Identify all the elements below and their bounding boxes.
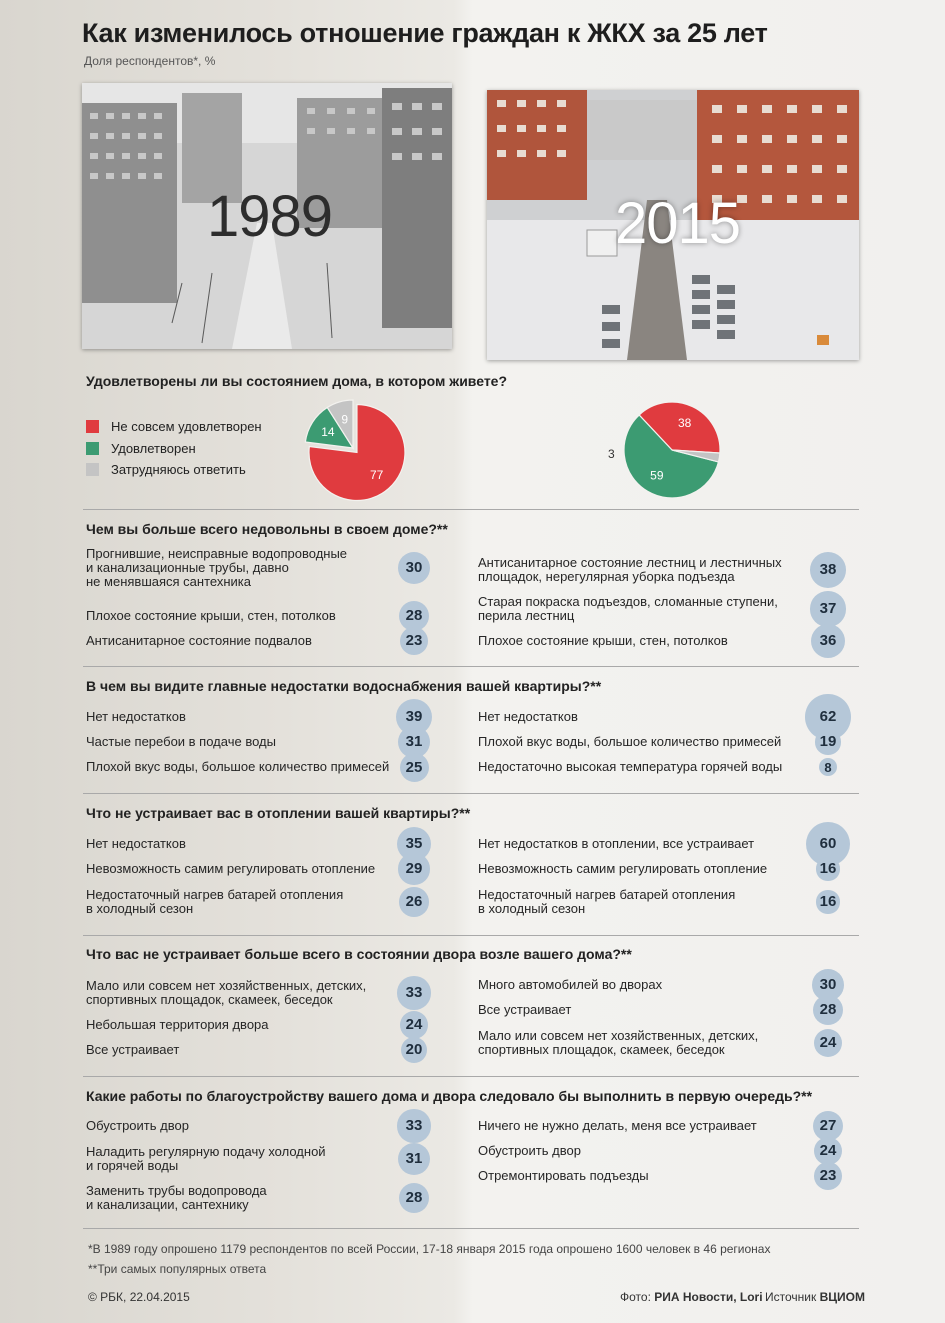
source-label: Источник [765, 1290, 817, 1304]
right-item [478, 556, 782, 584]
source-value: ВЦИОМ [819, 1290, 865, 1304]
item-label: Недостаточно высокая температура горячей воды [478, 759, 783, 774]
legend-item [86, 416, 262, 438]
section-title: Что вас не устраивает больше всего в состоянии двора возле вашего дома?** [86, 946, 632, 962]
left-item [86, 1119, 189, 1133]
left-item [86, 979, 366, 1007]
photo-2015 [487, 90, 859, 360]
right-item [478, 1003, 571, 1017]
photo-credit-label: Фото: [620, 1290, 651, 1304]
value-bubble: 60 [806, 822, 851, 867]
item-label: Отремонтировать подъезды [478, 1168, 649, 1183]
value-bubble: 39 [396, 699, 432, 735]
item-label: Антисанитарное состояние лестниц и лестничных площадок, нерегулярная уборка подъезда [478, 555, 782, 584]
legend-item [86, 459, 262, 481]
pie-chart-1989 [298, 393, 408, 503]
value-bubble: 38 [810, 552, 846, 588]
value-bubble: 33 [397, 976, 430, 1009]
left-item [86, 609, 336, 623]
item-label: Все устраивает [86, 1042, 180, 1057]
photo-credit [620, 1290, 763, 1304]
item-label: Нет недостатков [478, 709, 578, 724]
item-label: Обустроить двор [86, 1118, 189, 1133]
pie-value-label: 59 [650, 468, 664, 483]
value-bubble: 30 [398, 552, 430, 584]
value-bubble: 24 [814, 1137, 842, 1165]
value-bubble: 20 [401, 1037, 427, 1063]
item-label: Невозможность самим регулировать отопление [478, 861, 768, 876]
right-item [478, 760, 782, 774]
left-item [86, 837, 186, 851]
left-item [86, 735, 276, 749]
separator [83, 793, 859, 794]
value-bubble: 28 [399, 1183, 430, 1214]
copyright: © РБК, 22.04.2015 [88, 1290, 190, 1304]
pie-outside-label: 3 [608, 447, 615, 461]
item-label: Антисанитарное состояние подвалов [86, 633, 312, 648]
value-bubble: 36 [811, 624, 846, 659]
right-item [478, 710, 578, 724]
section-title: Что не устраивает вас в отоплении вашей квартиры?** [86, 805, 471, 821]
item-label: Мало или совсем нет хозяйственных, детских, спортивных площадок, скамеек, беседок [478, 1028, 759, 1057]
right-item [478, 1144, 581, 1158]
right-item [478, 1029, 758, 1057]
item-label: Нет недостатков в отоплении, все устраивает [478, 836, 755, 851]
separator [83, 509, 859, 510]
right-item [478, 978, 662, 992]
value-bubble: 31 [398, 726, 430, 758]
item-label: Частые перебои в подаче воды [86, 734, 276, 749]
source [765, 1290, 865, 1304]
value-bubble: 23 [814, 1162, 842, 1190]
legend-label: Не совсем удовлетворен [111, 419, 262, 435]
right-item [478, 888, 735, 916]
value-bubble: 19 [815, 729, 840, 754]
item-label: Небольшая территория двора [86, 1017, 269, 1032]
footnote-2: **Три самых популярных ответа [88, 1262, 267, 1276]
photo-1989 [82, 83, 452, 349]
page-subtitle: Доля респондентов*, % [84, 54, 216, 68]
legend-swatch [86, 420, 99, 433]
section-title: Какие работы по благоустройству вашего дома и двора следовало бы выполнить в первую очередь?** [86, 1088, 813, 1104]
photo-year-2015: 2015 [615, 191, 741, 256]
pie-value-label: 9 [341, 412, 349, 427]
left-item [86, 888, 343, 916]
right-item [478, 862, 767, 876]
item-label: Старая покраска подъездов, сломанные ступени, перила лестниц [478, 594, 778, 623]
item-label: Прогнившие, неисправные водопроводные и канализационные трубы, давно не менявшаяся сантехника [86, 546, 348, 589]
item-label: Невозможность самим регулировать отопление [86, 861, 376, 876]
item-label: Недостаточный нагрев батарей отопления в холодный сезон [478, 887, 736, 916]
section-title: Чем вы больше всего недовольны в своем доме?** [86, 521, 448, 537]
left-item [86, 547, 347, 589]
item-label: Ничего не нужно делать, меня все устраивает [478, 1118, 757, 1133]
item-label: Плохой вкус воды, большое количество примесей [478, 734, 782, 749]
item-label: Плохое состояние крыши, стен, потолков [86, 608, 336, 623]
left-item [86, 710, 186, 724]
value-bubble: 29 [398, 853, 429, 884]
page-title: Как изменилось отношение граждан к ЖКХ за 25 лет [82, 18, 768, 48]
item-label: Обустроить двор [478, 1143, 581, 1158]
value-bubble: 8 [819, 758, 837, 776]
value-bubble: 27 [813, 1111, 843, 1141]
item-label: Плохой вкус воды, большое количество примесей [86, 759, 390, 774]
right-item [478, 634, 728, 648]
left-item [86, 1043, 179, 1057]
value-bubble: 26 [399, 887, 429, 917]
right-item [478, 837, 754, 851]
right-item [478, 1119, 757, 1133]
footnote-1: *В 1989 году опрошено 1179 респондентов по всей России, 17-18 января 2015 года опрошено 1600 человек в 46 регионах [88, 1242, 771, 1256]
photo-credit-value: РИА Новости, Lori [654, 1290, 763, 1304]
pie-chart-2015 [617, 395, 727, 505]
left-item [86, 1018, 269, 1032]
value-bubble: 24 [814, 1029, 842, 1057]
value-bubble: 35 [397, 827, 431, 861]
right-item [478, 735, 781, 749]
legend-item [86, 438, 262, 460]
pie-value-label: 14 [321, 425, 335, 440]
separator [83, 666, 859, 667]
item-label: Нет недостатков [86, 836, 186, 851]
photo-year-1989: 1989 [207, 184, 333, 249]
pie-value-label: 77 [369, 467, 384, 482]
value-bubble: 37 [810, 591, 845, 626]
separator [83, 1076, 859, 1077]
value-bubble: 33 [397, 1109, 430, 1142]
item-label: Нет недостатков [86, 709, 186, 724]
item-label: Все устраивает [478, 1002, 572, 1017]
left-item [86, 1184, 267, 1212]
right-item [478, 1169, 649, 1183]
value-bubble: 16 [816, 857, 839, 880]
item-label: Заменить трубы водопровода и канализации, сантехнику [86, 1183, 267, 1212]
left-item [86, 1145, 326, 1173]
legend-label: Удовлетворен [111, 440, 196, 456]
value-bubble: 30 [812, 969, 844, 1001]
pie-legend [86, 416, 262, 481]
legend-swatch [86, 442, 99, 455]
value-bubble: 16 [816, 890, 839, 913]
pie-value-label: 38 [677, 416, 692, 431]
satisfaction-question: Удовлетворены ли вы состоянием дома, в котором живете? [86, 373, 508, 389]
value-bubble: 25 [400, 753, 429, 782]
item-label: Мало или совсем нет хозяйственных, детских, спортивных площадок, скамеек, беседок [86, 978, 367, 1007]
value-bubble: 28 [813, 995, 844, 1026]
right-item [478, 595, 778, 623]
separator [83, 1228, 859, 1229]
value-bubble: 62 [805, 694, 851, 740]
item-label: Много автомобилей во дворах [478, 977, 663, 992]
item-label: Недостаточный нагрев батарей отопления в холодный сезон [86, 887, 344, 916]
item-label: Плохое состояние крыши, стен, потолков [478, 633, 728, 648]
section-title: В чем вы видите главные недостатки водоснабжения вашей квартиры?** [86, 678, 602, 694]
legend-swatch [86, 463, 99, 476]
item-label: Наладить регулярную подачу холодной и горячей воды [86, 1144, 326, 1173]
value-bubble: 31 [398, 1143, 430, 1175]
separator [83, 935, 859, 936]
value-bubble: 23 [400, 627, 428, 655]
value-bubble: 24 [400, 1011, 428, 1039]
left-item [86, 862, 375, 876]
value-bubble: 28 [399, 601, 430, 632]
left-item [86, 760, 389, 774]
legend-label: Затрудняюсь ответить [111, 462, 246, 478]
left-item [86, 634, 312, 648]
